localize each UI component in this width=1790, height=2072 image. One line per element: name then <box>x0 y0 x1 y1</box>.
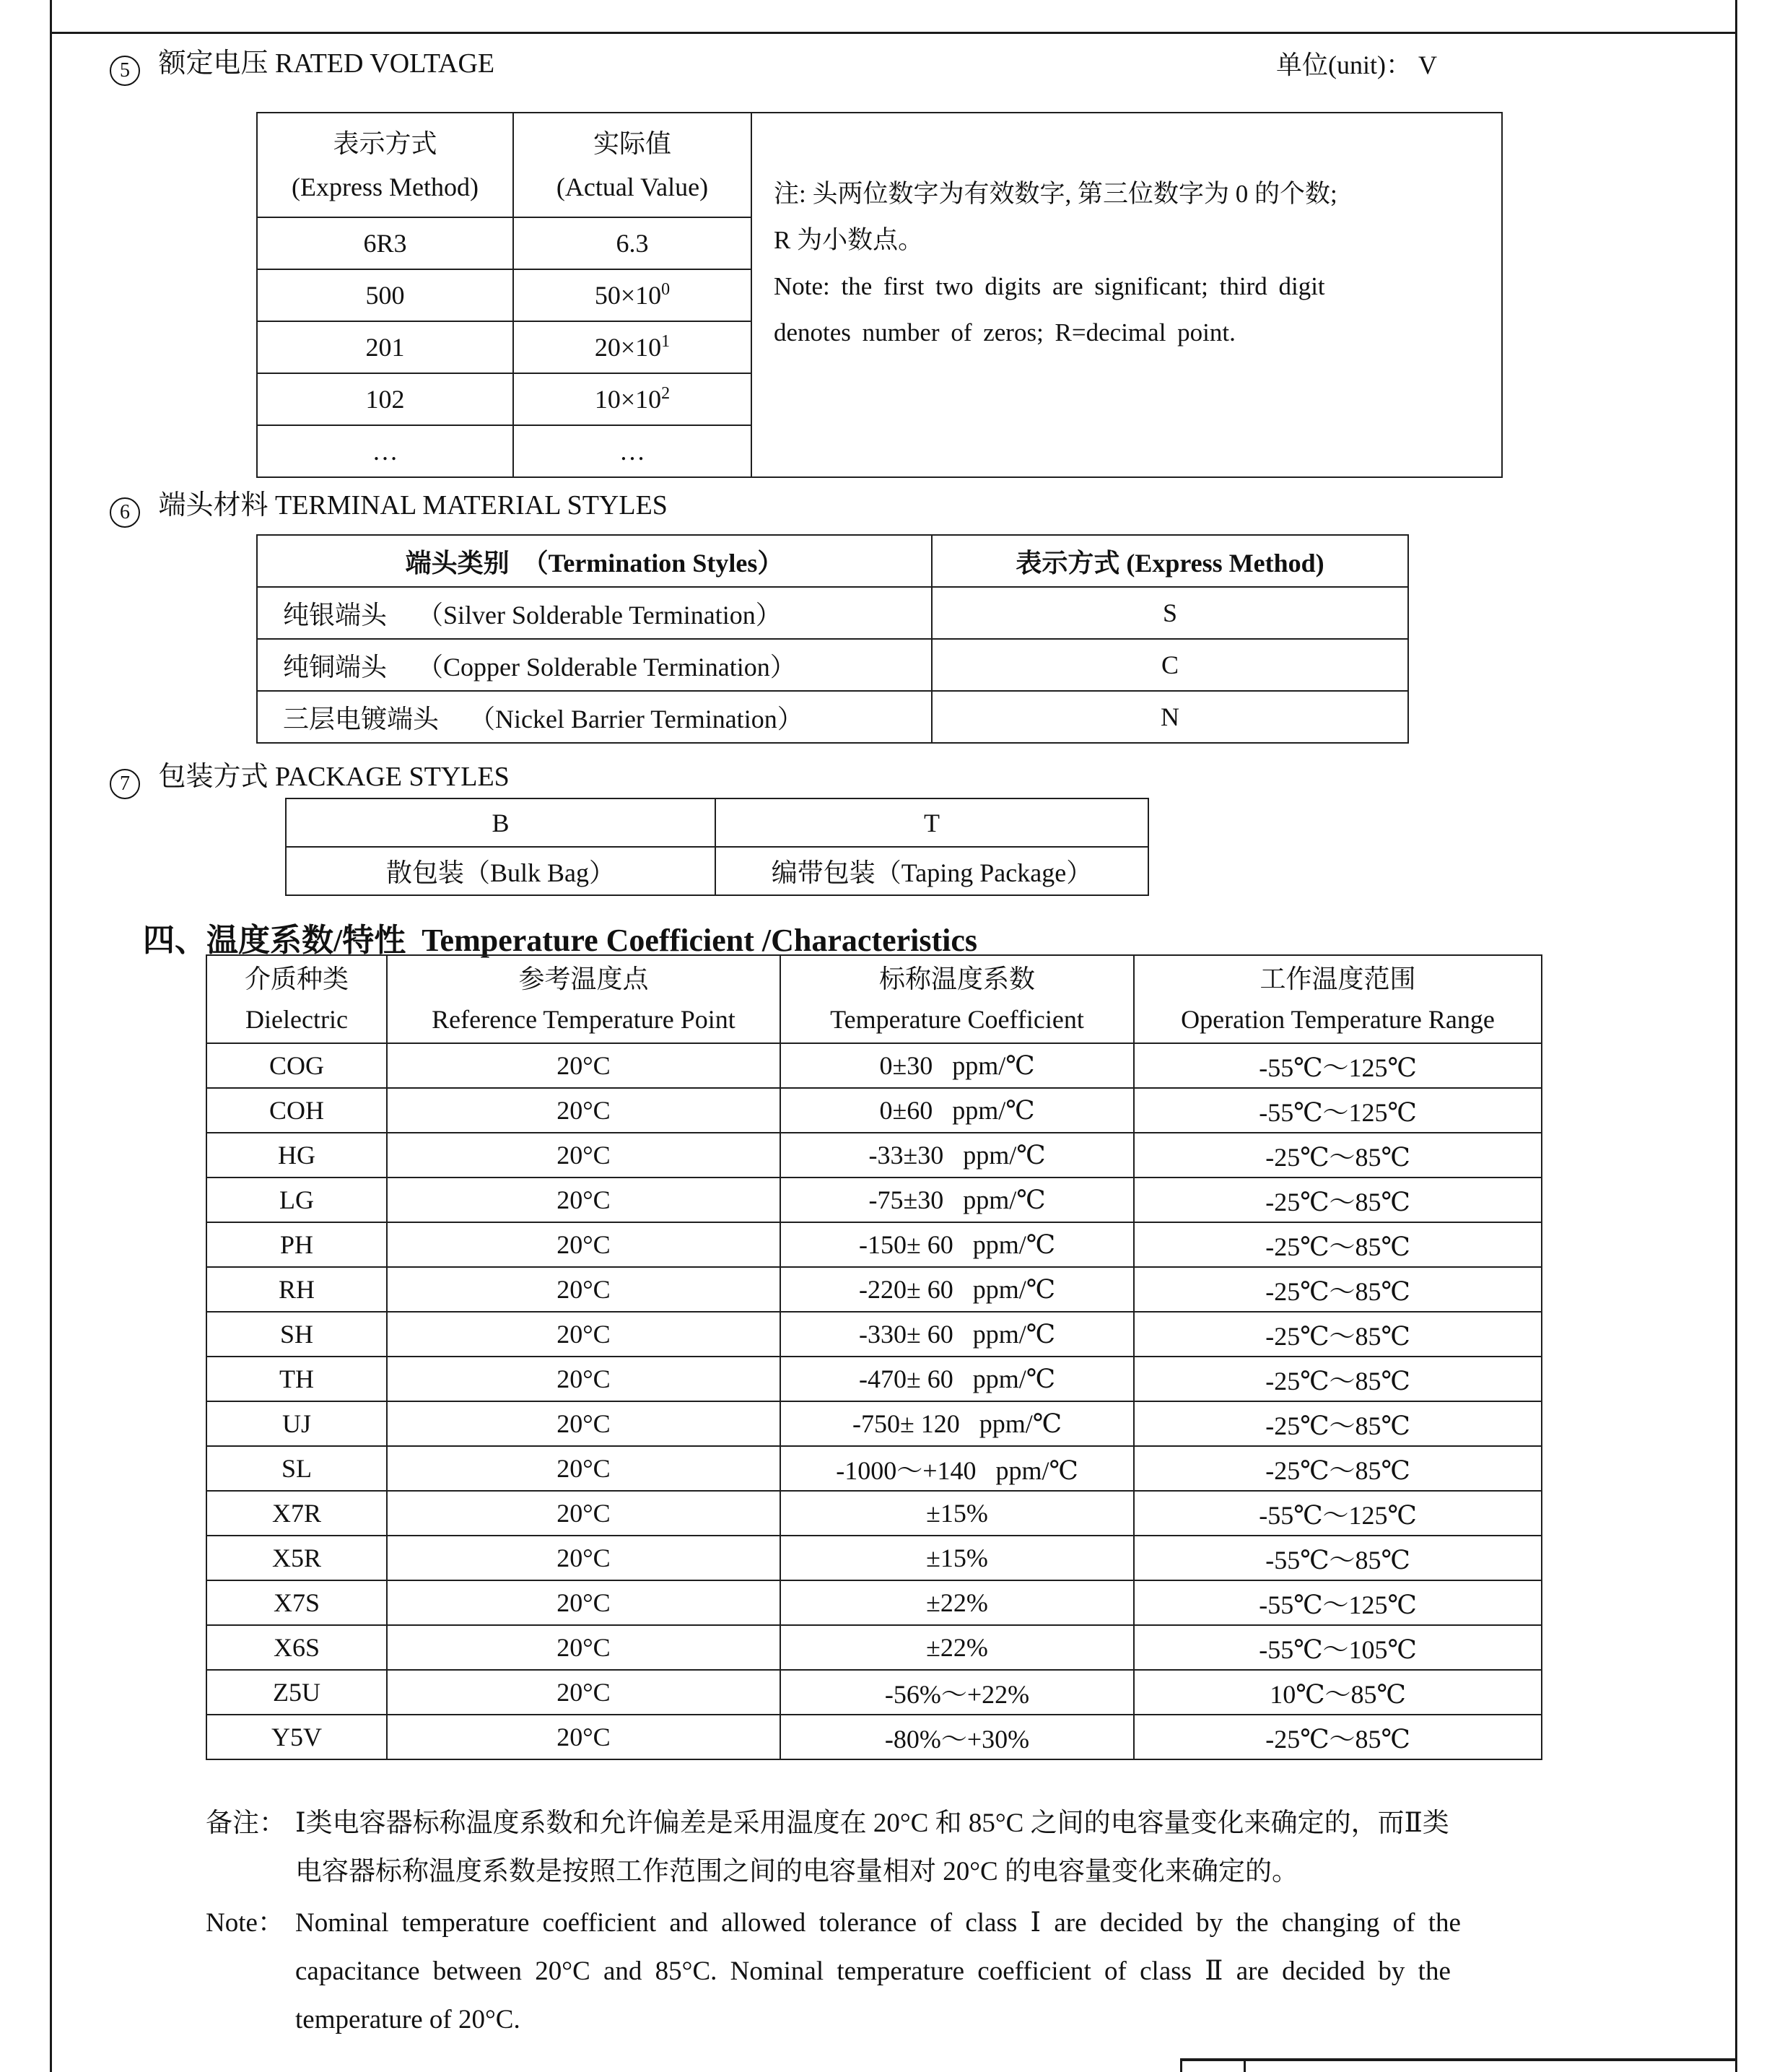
table-row <box>206 1536 1542 1580</box>
ref-temp-cell: 20°C <box>387 1715 780 1759</box>
actual-base: 50×10 <box>594 281 662 310</box>
range-cell: 10℃～85℃ <box>1134 1670 1542 1715</box>
table-row <box>206 1222 1542 1267</box>
voltage-note-cell <box>751 113 1502 477</box>
coefficient-cell: -33±30 ppm/℃ <box>780 1133 1134 1178</box>
dielectric-header-en: Dielectric <box>245 1005 348 1034</box>
footnote-cn-label: 备注： <box>206 1808 286 1838</box>
ref-temp-cell: 20°C <box>387 1357 780 1401</box>
table-row <box>257 691 1408 743</box>
actual-cell <box>513 373 751 425</box>
temperature-coefficient-table <box>206 954 1542 1760</box>
coefficient-cell: ±22% <box>780 1625 1134 1670</box>
dielectric-cell: Z5U <box>206 1670 387 1715</box>
table-header-row <box>206 955 1542 1043</box>
section5-title: 额定电压 RATED VOLTAGE <box>158 48 495 79</box>
package-styles-table <box>285 798 1149 896</box>
range-cell: -25℃～85℃ <box>1134 1178 1542 1222</box>
range-cell: -25℃～85℃ <box>1134 1446 1542 1491</box>
express-cell: 102 <box>257 373 513 425</box>
table-row <box>257 587 1408 639</box>
table-row <box>286 847 1148 895</box>
table-header-row <box>286 798 1148 847</box>
section7-number-badge <box>110 769 140 799</box>
dielectric-cell: X7R <box>206 1491 387 1536</box>
rated-voltage-table <box>256 112 1503 478</box>
table-row <box>206 1043 1542 1088</box>
dielectric-cell: Y5V <box>206 1715 387 1759</box>
table-row <box>206 1357 1542 1401</box>
table-header-row <box>257 535 1408 587</box>
actual-cell <box>513 269 751 321</box>
termination-style-cell <box>257 639 932 691</box>
actual-exponent: 0 <box>661 280 671 299</box>
actual-base: 6.3 <box>616 229 649 258</box>
note-cn-line1: 注: 头两位数字为有效数字, 第三位数字为 0 的个数; <box>774 180 1337 208</box>
section7-number: 7 <box>120 772 130 795</box>
coefficient-cell: -80%～+30% <box>780 1715 1134 1759</box>
ref-temp-cell: 20°C <box>387 1088 780 1133</box>
ref-temp-header <box>387 955 780 1043</box>
section5-heading <box>110 40 494 86</box>
range-header-en: Operation Temperature Range <box>1181 1005 1495 1034</box>
table-row <box>206 1088 1542 1133</box>
range-cell: -55℃～85℃ <box>1134 1536 1542 1580</box>
termination-style-en: （Silver Solderable Termination） <box>417 600 782 630</box>
dielectric-cell: X6S <box>206 1625 387 1670</box>
termination-style-cell <box>257 691 932 743</box>
section4-title-cn: 温度系数/特性 <box>206 923 406 958</box>
table-row <box>206 1491 1542 1536</box>
actual-cell <box>513 217 751 269</box>
coefficient-cell: -330± 60 ppm/℃ <box>780 1312 1134 1357</box>
page-border-left <box>50 0 52 2072</box>
note-en-line1: Note: the first two digits are significant; third digit <box>774 272 1325 300</box>
footnotes <box>206 1799 1703 2044</box>
ref-temp-cell: 20°C <box>387 1312 780 1357</box>
footnote-cn-line1 <box>206 1799 1703 1847</box>
table-row <box>206 1133 1542 1178</box>
actual-cell <box>513 321 751 373</box>
footnote-en-line2: capacitance between 20°C and 85°C. Nominal temperature coefficient of class Ⅱ are decided by the <box>295 1956 1451 1986</box>
section6-heading <box>110 482 668 528</box>
termination-style-en: （Copper Solderable Termination） <box>417 652 796 682</box>
table-row <box>206 1625 1542 1670</box>
coefficient-cell: -220± 60 ppm/℃ <box>780 1267 1134 1312</box>
express-method-header-cn: 表示方式 <box>333 129 437 158</box>
ref-temp-cell: 20°C <box>387 1401 780 1446</box>
dielectric-cell: RH <box>206 1267 387 1312</box>
ref-temp-cell: 20°C <box>387 1536 780 1580</box>
dielectric-cell: SL <box>206 1446 387 1491</box>
coefficient-cell: ±22% <box>780 1580 1134 1625</box>
page-border-top <box>50 32 1737 34</box>
table-row <box>206 1401 1542 1446</box>
footnote-cn-line2: 电容器标称温度系数是按照工作范围之间的电容量相对 20°C 的电容量变化来确定的。 <box>295 1857 1298 1886</box>
page-border-right <box>1735 0 1737 2072</box>
range-cell: -25℃～85℃ <box>1134 1133 1542 1178</box>
table-row <box>257 639 1408 691</box>
actual-value-header <box>513 113 751 217</box>
dielectric-cell: LG <box>206 1178 387 1222</box>
ref-temp-cell: 20°C <box>387 1491 780 1536</box>
termination-code-cell: C <box>932 639 1408 691</box>
coefficient-header-en: Temperature Coefficient <box>830 1005 1084 1034</box>
footnote-en-text1: Nominal temperature coefficient and allowed tolerance of class Ⅰ are decided by the changing of the <box>295 1908 1461 1938</box>
dielectric-cell: X5R <box>206 1536 387 1580</box>
package-code-t-cell: T <box>715 798 1148 847</box>
coefficient-cell: ±15% <box>780 1536 1134 1580</box>
termination-style-cn: 三层电镀端头 <box>283 704 440 734</box>
dielectric-header <box>206 955 387 1043</box>
actual-exponent: 1 <box>661 332 671 351</box>
termination-style-en: （Nickel Barrier Termination） <box>469 704 803 734</box>
actual-value-header-en: (Actual Value) <box>556 172 709 201</box>
termination-style-cell <box>257 587 932 639</box>
dielectric-cell: TH <box>206 1357 387 1401</box>
package-code-b-cell: B <box>286 798 715 847</box>
coefficient-cell: -75±30 ppm/℃ <box>780 1178 1134 1222</box>
dielectric-cell: UJ <box>206 1401 387 1446</box>
termination-style-cn: 纯铜端头 <box>283 652 388 682</box>
range-cell: -25℃～85℃ <box>1134 1312 1542 1357</box>
section6-title: 端头材料 TERMINAL MATERIAL STYLES <box>158 490 668 521</box>
footnote-en-line1 <box>206 1899 1703 1947</box>
coefficient-cell: -150± 60 ppm/℃ <box>780 1222 1134 1267</box>
table-row <box>206 1178 1542 1222</box>
actual-cell <box>513 425 751 477</box>
section4-number: 四、 <box>143 923 206 958</box>
range-cell: -55℃～105℃ <box>1134 1625 1542 1670</box>
section6-number-badge <box>110 497 140 528</box>
ref-temp-cell: 20°C <box>387 1580 780 1625</box>
package-label-b-cell: 散包装（Bulk Bag） <box>286 847 715 895</box>
range-cell: -25℃～85℃ <box>1134 1715 1542 1759</box>
coefficient-cell: 0±60 ppm/℃ <box>780 1088 1134 1133</box>
range-cell: -25℃～85℃ <box>1134 1267 1542 1312</box>
dielectric-cell: COH <box>206 1088 387 1133</box>
ref-temp-cell: 20°C <box>387 1267 780 1312</box>
range-header <box>1134 955 1542 1043</box>
section7-title: 包装方式 PACKAGE STYLES <box>158 762 510 792</box>
actual-exponent: 2 <box>661 384 671 403</box>
section7-heading <box>110 754 510 799</box>
ref-temp-cell: 20°C <box>387 1670 780 1715</box>
table-row <box>206 1267 1542 1312</box>
range-cell: -55℃～125℃ <box>1134 1491 1542 1536</box>
table-row <box>206 1715 1542 1759</box>
actual-base: 20×10 <box>594 333 662 362</box>
table-row <box>206 1670 1542 1715</box>
table-row <box>206 1312 1542 1357</box>
table-row <box>206 1580 1542 1625</box>
express-method-header: 表示方式 (Express Method) <box>932 535 1408 587</box>
express-cell: 500 <box>257 269 513 321</box>
terminal-material-table <box>256 534 1409 744</box>
dielectric-cell: HG <box>206 1133 387 1178</box>
actual-value-header-cn: 实际值 <box>593 129 671 158</box>
section5-number: 5 <box>120 59 130 82</box>
table-header-row <box>257 113 1502 217</box>
coefficient-header-cn: 标称温度系数 <box>878 965 1035 993</box>
actual-base: 10×10 <box>594 385 662 414</box>
dielectric-cell: COG <box>206 1043 387 1088</box>
dielectric-cell: X7S <box>206 1580 387 1625</box>
section4-heading <box>143 914 977 960</box>
section4-title-en: Temperature Coefficient /Characteristics <box>422 923 977 958</box>
range-cell: -25℃～85℃ <box>1134 1357 1542 1401</box>
dielectric-cell: SH <box>206 1312 387 1357</box>
footnote-en-label: Note： <box>206 1908 284 1938</box>
coefficient-cell: -750± 120 ppm/℃ <box>780 1401 1134 1446</box>
range-cell: -25℃～85℃ <box>1134 1222 1542 1267</box>
ref-temp-cell: 20°C <box>387 1178 780 1222</box>
ref-temp-cell: 20°C <box>387 1133 780 1178</box>
note-en-line2: denotes number of zeros; R=decimal point. <box>774 318 1236 347</box>
package-label-t-cell: 编带包装（Taping Package） <box>715 847 1148 895</box>
express-method-header <box>257 113 513 217</box>
coefficient-header <box>780 955 1134 1043</box>
footnote-cn-text1: Ⅰ类电容器标称温度系数和允许偏差是采用温度在 20°C 和 85°C 之间的电容量变化来确定的，而Ⅱ类 <box>295 1808 1449 1838</box>
termination-style-cn: 纯银端头 <box>283 600 388 630</box>
express-method-header-en: (Express Method) <box>292 172 479 201</box>
footer-table-edge <box>1180 2058 1736 2061</box>
ref-temp-cell: 20°C <box>387 1222 780 1267</box>
actual-base: … <box>619 437 645 466</box>
express-cell: 201 <box>257 321 513 373</box>
ref-temp-cell: 20°C <box>387 1625 780 1670</box>
range-cell: -25℃～85℃ <box>1134 1401 1542 1446</box>
footnote-en-line3: temperature of 20°C. <box>295 2005 520 2034</box>
section5-number-badge <box>110 56 140 86</box>
coefficient-cell: -56%～+22% <box>780 1670 1134 1715</box>
coefficient-cell: -1000～+140 ppm/℃ <box>780 1446 1134 1491</box>
termination-code-cell: N <box>932 691 1408 743</box>
ref-temp-header-cn: 参考温度点 <box>518 965 649 993</box>
section6-number: 6 <box>120 501 130 523</box>
coefficient-cell: 0±30 ppm/℃ <box>780 1043 1134 1088</box>
range-header-cn: 工作温度范围 <box>1259 965 1416 993</box>
coefficient-cell: -470± 60 ppm/℃ <box>780 1357 1134 1401</box>
range-cell: -55℃～125℃ <box>1134 1580 1542 1625</box>
express-cell: … <box>257 425 513 477</box>
ref-temp-cell: 20°C <box>387 1446 780 1491</box>
termination-code-cell: S <box>932 587 1408 639</box>
dielectric-header-cn: 介质种类 <box>244 965 349 993</box>
dielectric-cell: PH <box>206 1222 387 1267</box>
ref-temp-cell: 20°C <box>387 1043 780 1088</box>
ref-temp-header-en: Reference Temperature Point <box>432 1005 735 1034</box>
range-cell: -55℃～125℃ <box>1134 1043 1542 1088</box>
coefficient-cell: ±15% <box>780 1491 1134 1536</box>
unit-label: 单位(unit)： V <box>1276 51 1437 79</box>
table-row <box>206 1446 1542 1491</box>
range-cell: -55℃～125℃ <box>1134 1088 1542 1133</box>
termination-styles-header: 端头类别 （Termination Styles） <box>257 535 932 587</box>
footer-table-divider <box>1180 2058 1182 2072</box>
express-cell: 6R3 <box>257 217 513 269</box>
footer-table-divider <box>1244 2058 1246 2072</box>
note-cn-line2: R 为小数点。 <box>774 226 924 254</box>
